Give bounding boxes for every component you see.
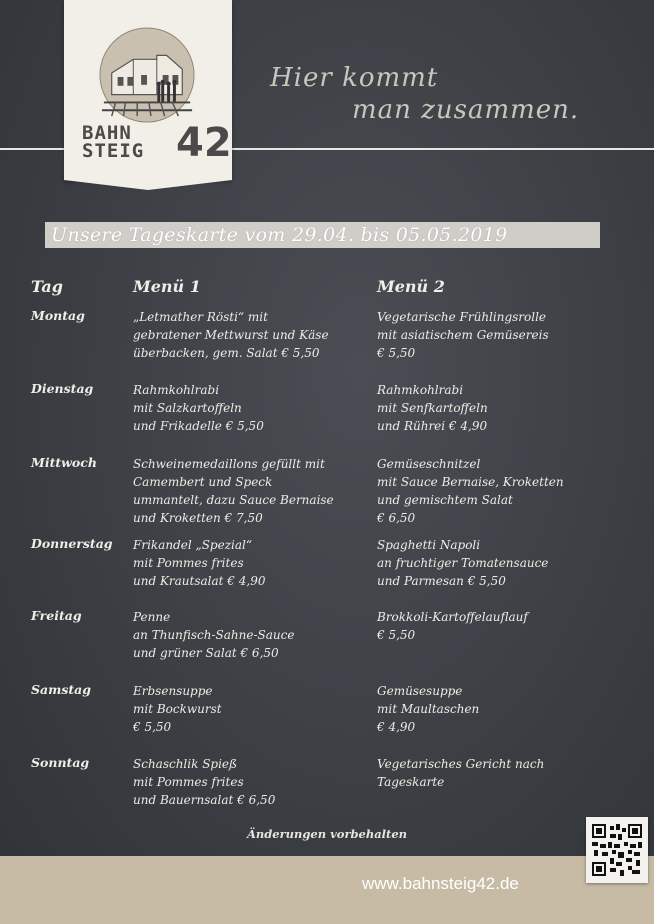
menu-title-bar <box>45 222 600 248</box>
menu2-line: € 6,50 <box>377 511 416 525</box>
menu2-line: und Rührei € 4,90 <box>377 419 488 433</box>
menu2-cell <box>377 455 647 527</box>
station-building-logo <box>98 26 196 124</box>
menu1-cell <box>133 455 373 527</box>
menu1-line: € 5,50 <box>133 720 172 734</box>
menu1-line: Frikandel „Spezial“ <box>133 538 252 552</box>
menu1-cell <box>133 608 373 662</box>
menu1-cell <box>133 682 373 736</box>
logo-wordmark <box>82 120 232 166</box>
day-label: Sonntag <box>31 755 90 770</box>
header-menu2: Menü 2 <box>377 277 445 296</box>
menu2-line: und gemischtem Salat <box>377 493 513 507</box>
menu1-line: und Bauernsalat € 6,50 <box>133 793 276 807</box>
menu1-line: mit Pommes frites <box>133 556 244 570</box>
menu2-line: mit asiatischem Gemüsereis <box>377 328 549 342</box>
menu1-cell <box>133 308 373 362</box>
menu1-cell <box>133 536 373 590</box>
menu2-line: Gemüseschnitzel <box>377 457 481 471</box>
slogan-line2: man zusammen. <box>352 95 580 125</box>
menu1-line: Camembert und Speck <box>133 475 273 489</box>
menu1-line: Schweinemedaillons gefüllt mit <box>133 457 325 471</box>
menu2-cell <box>377 381 647 435</box>
slogan-line1: Hier kommt <box>270 63 439 93</box>
menu2-line: Spaghetti Napoli <box>377 538 481 552</box>
menu1-line: und grüner Salat € 6,50 <box>133 646 279 660</box>
day-label: Samstag <box>31 682 92 697</box>
menu1-line: überbacken, gem. Salat € 5,50 <box>133 346 320 360</box>
logo-tab <box>64 0 232 180</box>
logo-line1: BAHN <box>82 122 132 144</box>
qr-code-graphic <box>592 824 642 876</box>
day-label: Dienstag <box>31 381 94 396</box>
menu2-line: mit Senfkartoffeln <box>377 401 488 415</box>
menu2-line: mit Maultaschen <box>377 702 480 716</box>
menu2-line: Brokkoli-Kartoffelauflauf <box>377 610 528 624</box>
menu2-line: Vegetarische Frühlingsrolle <box>377 310 547 324</box>
menu1-line: Erbsensuppe <box>133 684 213 698</box>
qr-code-icon[interactable] <box>586 817 648 883</box>
menu2-line: Rahmkohlrabi <box>377 383 464 397</box>
menu1-line: mit Bockwurst <box>133 702 222 716</box>
menu-title: Unsere Tageskarte vom 29.04. bis 05.05.2019 <box>51 224 508 246</box>
menu2-cell <box>377 682 647 736</box>
menu1-line: und Kroketten € 7,50 <box>133 511 263 525</box>
header-day: Tag <box>31 277 63 296</box>
menu2-cell <box>377 536 647 590</box>
menu1-line: ummantelt, dazu Sauce Bernaise <box>133 493 334 507</box>
menu1-line: an Thunfisch-Sahne-Sauce <box>133 628 295 642</box>
menu1-cell <box>133 755 373 809</box>
menu2-line: € 5,50 <box>377 628 416 642</box>
menu1-line: „Letmather Rösti“ mit <box>133 310 268 324</box>
header-menu1: Menü 1 <box>133 277 201 296</box>
day-label: Montag <box>31 308 85 323</box>
menu1-line: Penne <box>133 610 171 624</box>
menu1-cell <box>133 381 373 435</box>
logo-line2: STEIG <box>82 140 145 162</box>
menu2-line: an fruchtiger Tomatensauce <box>377 556 549 570</box>
menu1-line: mit Salzkartoffeln <box>133 401 242 415</box>
menu2-line: Vegetarisches Gericht nach <box>377 757 545 771</box>
footer-bar <box>0 856 654 924</box>
menu1-line: Rahmkohlrabi <box>133 383 220 397</box>
menu2-line: mit Sauce Bernaise, Kroketten <box>377 475 564 489</box>
menu2-line: Tageskarte <box>377 775 445 789</box>
website-link[interactable]: www.bahnsteig42.de <box>362 874 519 893</box>
menu2-line: Gemüsesuppe <box>377 684 463 698</box>
menu2-cell <box>377 755 647 791</box>
menu2-line: € 5,50 <box>377 346 416 360</box>
day-label: Mittwoch <box>31 455 97 470</box>
footnote: Änderungen vorbehalten <box>246 827 408 841</box>
slogan <box>270 62 579 126</box>
menu1-line: und Krautsalat € 4,90 <box>133 574 266 588</box>
menu2-line: und Parmesan € 5,50 <box>377 574 506 588</box>
menu1-line: mit Pommes frites <box>133 775 244 789</box>
logo-number: 42 <box>176 120 232 166</box>
day-label: Donnerstag <box>31 536 113 551</box>
menu2-line: € 4,90 <box>377 720 416 734</box>
menu1-line: Schaschlik Spieß <box>133 757 238 771</box>
menu1-line: gebratener Mettwurst und Käse <box>133 328 329 342</box>
day-label: Freitag <box>31 608 82 623</box>
menu2-cell <box>377 308 647 362</box>
menu2-cell <box>377 608 647 644</box>
menu1-line: und Frikadelle € 5,50 <box>133 419 264 433</box>
